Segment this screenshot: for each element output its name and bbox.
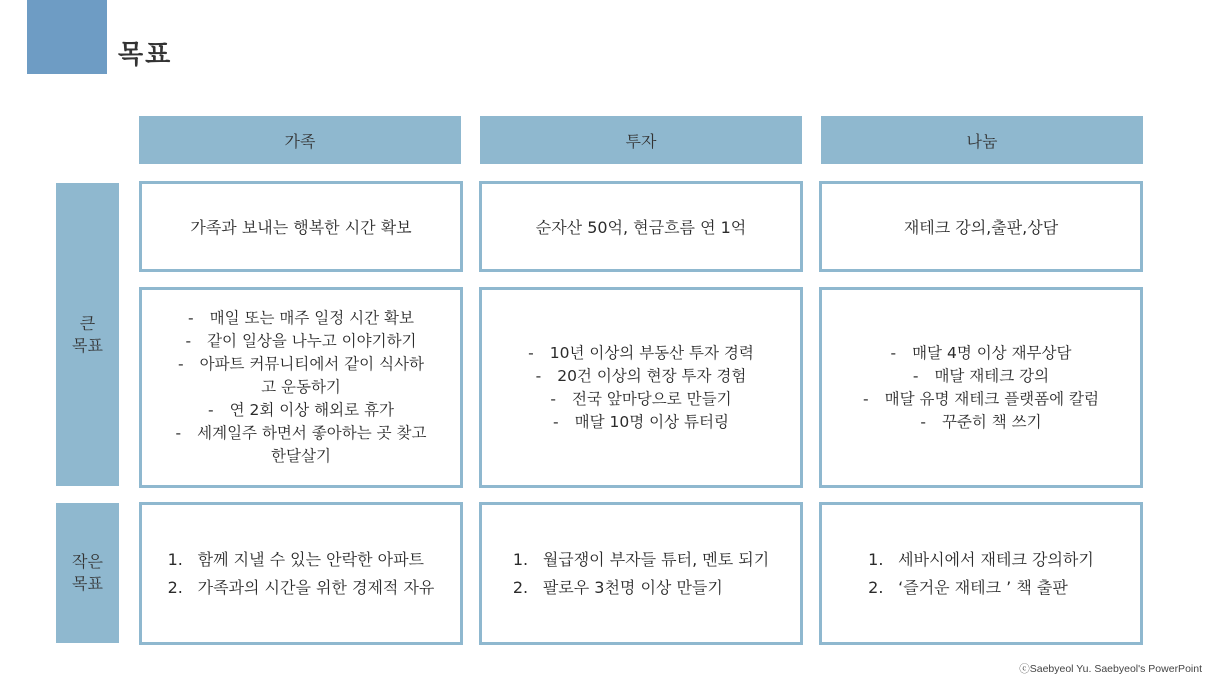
- list-item: 2. ‘즐거운 재테크 ’ 책 출판: [868, 577, 1068, 597]
- small-goals-share: [819, 502, 1143, 645]
- list-item: - 연 2회 이상 해외로 휴가: [208, 401, 394, 419]
- list-item: - 매달 10명 이상 튜터링: [553, 412, 729, 431]
- list-item: - 아파트 커뮤니티에서 같이 식사하: [178, 355, 424, 373]
- column-header-invest: 투자: [480, 116, 802, 164]
- row-label-big-line2: 목표: [72, 335, 103, 355]
- column-header-share: 나눔: [821, 116, 1143, 164]
- big-goal-details-family: [139, 287, 463, 488]
- list-item: - 꾸준히 책 쓰기: [920, 412, 1042, 431]
- column-header-family: 가족: [139, 116, 461, 164]
- row-label-small-goal: [56, 503, 119, 643]
- list-item: - 매달 재테크 강의: [912, 366, 1050, 385]
- big-goal-summary-family: 가족과 보내는 행복한 시간 확보: [139, 181, 463, 272]
- list-item: - 매달 유명 재테크 플랫폼에 칼럼: [863, 389, 1099, 408]
- list-item: - 같이 일상을 나누고 이야기하기: [185, 332, 417, 350]
- list-item: - 전국 앞마당으로 만들기: [550, 389, 732, 408]
- small-goals-family: [139, 502, 463, 645]
- list-item-continuation: 고 운동하기: [261, 378, 341, 396]
- list-item: - 매달 4명 이상 재무상담: [890, 343, 1072, 362]
- list-item: 1. 함께 지낼 수 있는 안락한 아파트: [167, 549, 424, 569]
- row-label-big-goal: [56, 183, 119, 486]
- list-item: - 20건 이상의 현장 투자 경험: [535, 366, 747, 385]
- list-item: 2. 팔로우 3천명 이상 만들기: [512, 577, 723, 597]
- list-item: - 매일 또는 매주 일정 시간 확보: [188, 309, 414, 327]
- list-item: 1. 세바시에서 재테크 강의하기: [868, 549, 1094, 569]
- page-title: 목표: [118, 40, 173, 70]
- list-item: - 세계일주 하면서 좋아하는 곳 찾고: [175, 424, 427, 442]
- big-goal-details-share: [819, 287, 1143, 488]
- list-item: 1. 월급쟁이 부자들 튜터, 멘토 되기: [512, 549, 770, 569]
- copyright-footer: ⓒSaebyeol Yu. Saebyeol's PowerPoint: [1019, 663, 1202, 675]
- row-label-small-line1: 작은: [72, 552, 103, 571]
- list-item-continuation: 한달살기: [271, 447, 331, 465]
- list-item: 2. 가족과의 시간을 위한 경제적 자유: [167, 577, 435, 597]
- big-goal-summary-invest: 순자산 50억, 현금흐름 연 1억: [479, 181, 803, 272]
- big-goal-details-invest: [479, 287, 803, 488]
- list-item: - 10년 이상의 부동산 투자 경력: [528, 343, 754, 362]
- row-label-big-line1: 큰: [79, 313, 96, 333]
- title-accent-block: [27, 0, 107, 74]
- big-goal-summary-share: 재테크 강의,출판,상담: [819, 181, 1143, 272]
- small-goals-invest: [479, 502, 803, 645]
- row-label-small-line2: 목표: [72, 574, 103, 593]
